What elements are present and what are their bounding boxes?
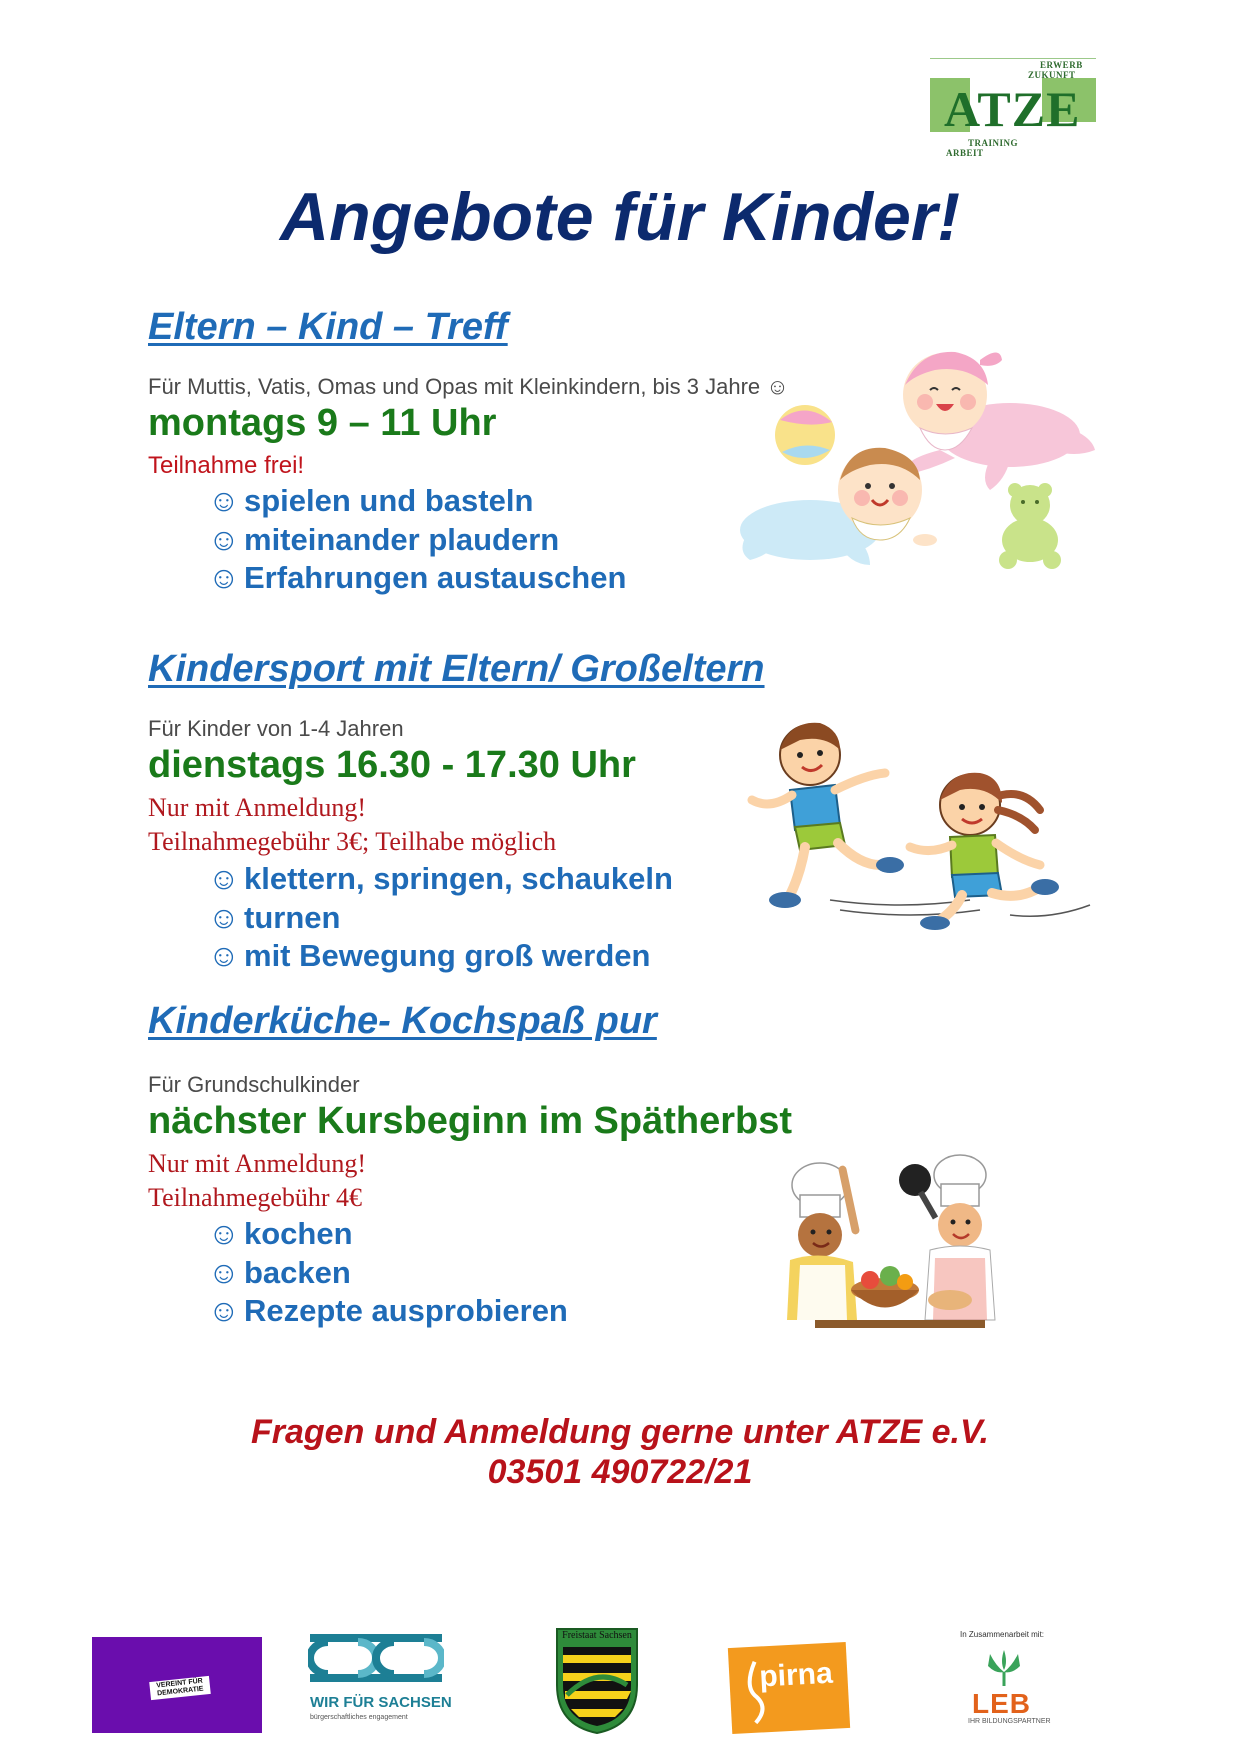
activity-list — [208, 860, 673, 976]
leb-logo: In Zusammenarbeit mit: LEB IHR BILDUNGSPARTNER — [960, 1630, 1051, 1725]
list-item: ☺ kochen — [208, 1215, 568, 1254]
freistaat-sachsen-logo: Freistaat Sachsen — [553, 1625, 641, 1737]
list-item: ☺ spielen und basteln — [208, 482, 626, 521]
smiley-icon: ☺ — [208, 861, 240, 896]
atze-logo — [930, 58, 1096, 158]
logo-word-training: TRAINING — [968, 138, 1019, 148]
smiley-icon: ☺ — [208, 899, 240, 935]
vereint-fuer-demokratie-logo: VEREINT FÜR DEMOKRATIE — [92, 1637, 262, 1733]
list-item: ☺ turnen — [208, 899, 673, 938]
smiley-icon: ☺ — [208, 560, 240, 595]
logo-word-zukunft: ZUKUNFT — [1028, 70, 1076, 80]
crawling-babies-illustration — [740, 340, 1100, 580]
page-title: Angebote für Kinder! — [280, 179, 960, 255]
wir-fuer-sachsen-logo: WIR FÜR SACHSEN bürgerschaftliches engagement — [308, 1632, 444, 1730]
section-note: Teilnahme frei! — [148, 452, 305, 479]
pirna-logo: pirna — [728, 1642, 850, 1734]
cooking-children-illustration — [775, 1150, 1005, 1335]
logo-name: ATZE — [944, 81, 1081, 137]
section-audience: Für Muttis, Vatis, Omas und Opas mit Kleinkindern, bis 3 Jahre ☺ — [148, 374, 789, 399]
list-item: ☺ Rezepte ausprobieren — [208, 1292, 568, 1331]
section-title-eltern-kind-treff: Eltern – Kind – Treff — [148, 306, 508, 348]
section-note: Nur mit Anmeldung! — [148, 1149, 367, 1178]
section-schedule: nächster Kursbeginn im Spätherbst — [148, 1100, 793, 1142]
list-item: ☺ backen — [208, 1254, 568, 1293]
contact-phone: 03501 490722/21 — [487, 1453, 753, 1491]
logo-word-arbeit: ARBEIT — [946, 148, 984, 158]
section-title-kindersport: Kindersport mit Eltern/ Großeltern — [148, 648, 765, 690]
section-note: Teilnahmegebühr 3€; Teilhabe möglich — [148, 827, 557, 856]
smiley-icon: ☺ — [208, 1216, 240, 1251]
running-children-illustration — [740, 715, 1100, 935]
smiley-icon: ☺ — [208, 938, 240, 973]
smiley-icon: ☺ — [208, 483, 240, 518]
smiley-icon: ☺ — [208, 521, 240, 557]
list-item: ☺ miteinander plaudern — [208, 521, 626, 560]
section-audience: Für Grundschulkinder — [148, 1072, 360, 1097]
section-schedule: montags 9 – 11 Uhr — [148, 402, 497, 444]
section-title-kinderkueche: Kinderküche- Kochspaß pur — [148, 1000, 657, 1042]
list-item: ☺ Erfahrungen austauschen — [208, 559, 626, 598]
section-note: Nur mit Anmeldung! — [148, 793, 367, 822]
activity-list — [208, 482, 626, 598]
smiley-icon: ☺ — [208, 1293, 240, 1328]
smiley-icon: ☺ — [208, 1254, 240, 1290]
contact-line: Fragen und Anmeldung gerne unter ATZE e.V. — [251, 1413, 989, 1451]
section-schedule: dienstags 16.30 - 17.30 Uhr — [148, 744, 636, 786]
list-item: ☺ mit Bewegung groß werden — [208, 937, 673, 976]
list-item: ☺ klettern, springen, schaukeln — [208, 860, 673, 899]
activity-list — [208, 1215, 568, 1331]
section-audience: Für Kinder von 1-4 Jahren — [148, 716, 404, 741]
section-note: Teilnahmegebühr 4€ — [148, 1183, 363, 1212]
logo-word-erwerb: ERWERB — [1040, 60, 1083, 70]
